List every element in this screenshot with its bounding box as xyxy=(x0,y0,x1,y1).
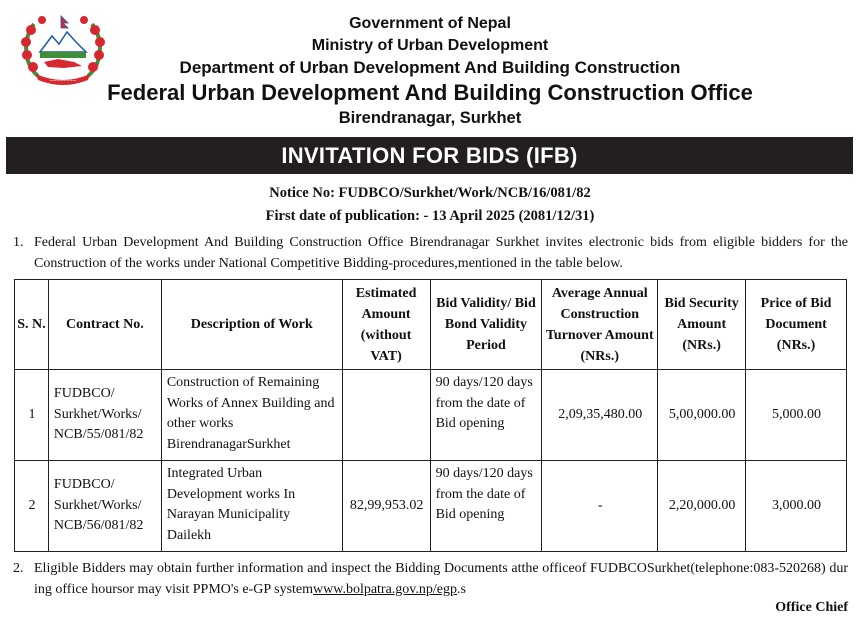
header-contract-no: Contract No. xyxy=(48,280,161,370)
row-turnover: 2,09,35,480.00 xyxy=(542,370,658,461)
info-paragraph-text: Eligible Bidders may obtain further information and inspect the Bidding Documents atthe officeof FUDBCOSurkhet(telephone:083-520268) during office hoursor may visit PPMO's e-GP system xyxy=(34,561,848,597)
header-document-price: Price of Bid Document (NRs.) xyxy=(746,280,847,370)
govt-title: Government of Nepal xyxy=(349,15,511,32)
row-sn: 1 xyxy=(15,370,49,461)
row-bid-security: 5,00,000.00 xyxy=(658,370,746,461)
header-bid-validity: Bid Validity/ Bid Bond Validity Period xyxy=(430,280,542,370)
table-row xyxy=(15,461,847,552)
row-description: Construction of Remaining Works of Annex Building and other works BirendranagarSurkhet xyxy=(161,370,342,461)
header-sn: S. N. xyxy=(15,280,49,370)
signature: Office Chief xyxy=(775,600,848,615)
row-bid-validity: 90 days/120 days from the date of Bid opening xyxy=(430,370,542,461)
info-paragraph-end: .s xyxy=(457,582,466,597)
intro-paragraph-text: Federal Urban Development And Building Construction Office Birendranagar Surkhet invites electronic bids from eligible bidders for the Construction of the works under National Competitive Bidding-procedures,mentioned in the table below. xyxy=(34,235,848,271)
info-paragraph xyxy=(13,558,848,600)
row-document-price: 5,000.00 xyxy=(746,370,847,461)
ministry-title: Ministry of Urban Development xyxy=(311,37,549,54)
row-contract-no: FUDBCO/ Surkhet/Works/ NCB/55/081/82 xyxy=(48,370,161,461)
table-row xyxy=(15,370,847,461)
row-estimated-amount: 82,99,953.02 xyxy=(342,461,430,552)
row-turnover: - xyxy=(542,461,658,552)
intro-paragraph-number: 1. xyxy=(13,235,24,250)
row-bid-security: 2,20,000.00 xyxy=(658,461,746,552)
svg-text:~~~~~~~~: ~~~~~~~~ xyxy=(49,78,77,83)
info-paragraph-body xyxy=(13,558,848,600)
department-title: Department of Urban Development And Building Construction xyxy=(179,58,681,77)
row-estimated-amount xyxy=(342,370,430,461)
row-bid-validity: 90 days/120 days from the date of Bid opening xyxy=(430,461,542,552)
table-header-row xyxy=(15,280,847,370)
row-document-price: 3,000.00 xyxy=(746,461,847,552)
notice-number: Notice No: FUDBCO/Surkhet/Work/NCB/16/081/82 xyxy=(269,185,591,201)
office-title: Federal Urban Development And Building Construction Office xyxy=(107,80,753,105)
row-sn: 2 xyxy=(15,461,49,552)
intro-paragraph xyxy=(13,232,848,274)
egp-link[interactable]: www.bolpatra.gov.np/egp xyxy=(313,582,458,597)
header-description: Description of Work xyxy=(161,280,342,370)
publication-date: First date of publication: - 13 April 2025 (2081/12/31) xyxy=(265,208,595,224)
row-description: Integrated Urban Development works In Narayan Municipality Dailekh xyxy=(161,461,342,552)
office-location: Birendranagar, Surkhet xyxy=(338,109,522,127)
info-paragraph-number: 2. xyxy=(13,561,24,576)
header-turnover: Average Annual Construction Turnover Amount (NRs.) xyxy=(542,280,658,370)
row-contract-no: FUDBCO/ Surkhet/Works/ NCB/56/081/82 xyxy=(48,461,161,552)
header-bid-security: Bid Security Amount (NRs.) xyxy=(658,280,746,370)
header-estimated-amount: Estimated Amount (without VAT) xyxy=(342,280,430,370)
ifb-banner-text: INVITATION FOR BIDS (IFB) xyxy=(281,142,578,168)
bids-table xyxy=(14,279,847,552)
ifb-banner xyxy=(6,137,853,174)
